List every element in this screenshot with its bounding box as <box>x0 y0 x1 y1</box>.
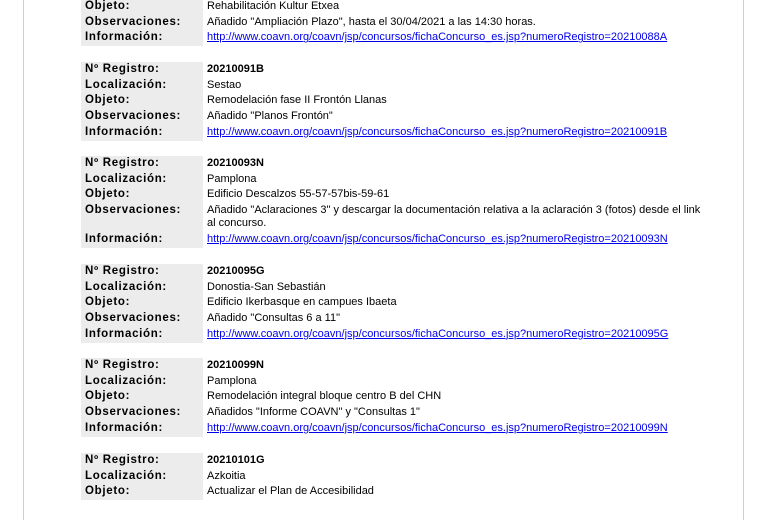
objeto-value: Edificio Ikerbasque en campues Ibaeta <box>207 296 397 309</box>
objeto-row <box>81 295 701 311</box>
observaciones-value: Añadido "Aclaraciones 3" y descargar la documentación relativa a la aclaración 3 (fotos) desde el link al concurso. <box>207 204 701 230</box>
observaciones-row <box>81 203 701 232</box>
objeto-label: Objeto: <box>81 187 203 203</box>
registro-value: 20210099N <box>207 359 264 371</box>
record-20210101G <box>81 453 701 500</box>
informacion-label: Información: <box>81 327 203 343</box>
observaciones-value: Añadido "Ampliación Plazo", hasta el 30/04/2021 a las 14:30 horas. <box>207 15 536 28</box>
localizacion-row <box>81 469 701 485</box>
observaciones-label: Observaciones: <box>81 203 203 232</box>
concurso-link[interactable]: http://www.coavn.org/coavn/jsp/concursos/fichaConcurso_es.jsp?numeroRegistro=20210093N <box>207 233 668 246</box>
record-20210088A <box>81 0 701 46</box>
observaciones-row <box>81 405 701 421</box>
informacion-row <box>81 125 701 141</box>
informacion-row <box>81 327 701 343</box>
registro-value: 20210101G <box>207 454 265 466</box>
informacion-label: Información: <box>81 125 203 141</box>
observaciones-value: Añadidos "Informe COAVN" y "Consultas 1" <box>207 406 420 419</box>
registro-label: Nº Registro: <box>81 358 203 374</box>
localizacion-row <box>81 78 701 94</box>
registro-value: 20210091B <box>207 63 264 75</box>
localizacion-label: Localización: <box>81 469 203 485</box>
observaciones-value: Añadido "Consultas 6 a 11" <box>207 312 340 325</box>
objeto-value: Remodelación fase II Frontón Llanas <box>207 94 387 107</box>
objeto-row <box>81 93 701 109</box>
objeto-label: Objeto: <box>81 295 203 311</box>
localizacion-value: Donostia-San Sebastián <box>207 280 326 293</box>
informacion-label: Información: <box>81 421 203 437</box>
objeto-row <box>81 0 701 15</box>
objeto-row <box>81 484 701 500</box>
registro-value: 20210095G <box>207 265 265 277</box>
informacion-label: Información: <box>81 30 203 46</box>
objeto-row <box>81 389 701 405</box>
informacion-row <box>81 421 701 437</box>
localizacion-label: Localización: <box>81 78 203 94</box>
concurso-link[interactable]: http://www.coavn.org/coavn/jsp/concursos/fichaConcurso_es.jsp?numeroRegistro=20210088A <box>207 31 668 44</box>
record-20210099N <box>81 358 701 437</box>
record-20210091B <box>81 62 701 141</box>
localizacion-value: Pamplona <box>207 172 257 185</box>
registro-label: Nº Registro: <box>81 264 203 280</box>
informacion-row <box>81 30 701 46</box>
informacion-label: Información: <box>81 232 203 248</box>
localizacion-label: Localización: <box>81 280 203 296</box>
localizacion-label: Localización: <box>81 374 203 390</box>
objeto-label: Objeto: <box>81 0 203 15</box>
localizacion-row <box>81 280 701 296</box>
observaciones-label: Observaciones: <box>81 311 203 327</box>
registro-label: Nº Registro: <box>81 156 203 172</box>
objeto-label: Objeto: <box>81 484 203 500</box>
localizacion-row <box>81 374 701 390</box>
objeto-row <box>81 187 701 203</box>
objeto-value: Rehabilitación Kultur Etxea <box>207 0 340 12</box>
registro-label: Nº Registro: <box>81 453 203 469</box>
localizacion-label: Localización: <box>81 172 203 188</box>
record-20210095G <box>81 264 701 343</box>
concurso-link[interactable]: http://www.coavn.org/coavn/jsp/concursos/fichaConcurso_es.jsp?numeroRegistro=20210091B <box>207 125 668 138</box>
localizacion-value: Azkoitia <box>207 469 246 482</box>
observaciones-row <box>81 311 701 327</box>
observaciones-value: Añadido "Planos Frontón" <box>207 110 333 123</box>
bulletin-page <box>23 0 744 520</box>
objeto-label: Objeto: <box>81 93 203 109</box>
registro-row <box>81 453 701 469</box>
observaciones-label: Observaciones: <box>81 15 203 31</box>
registro-row <box>81 156 701 172</box>
observaciones-label: Observaciones: <box>81 405 203 421</box>
objeto-value: Edificio Descalzos 55-57-57bis-59-61 <box>207 188 390 201</box>
observaciones-row <box>81 109 701 125</box>
objeto-label: Objeto: <box>81 389 203 405</box>
registro-label: Nº Registro: <box>81 62 203 78</box>
localizacion-value: Pamplona <box>207 374 257 387</box>
registro-value: 20210093N <box>207 157 264 169</box>
concurso-link[interactable]: http://www.coavn.org/coavn/jsp/concursos/fichaConcurso_es.jsp?numeroRegistro=20210099N <box>207 421 668 434</box>
objeto-value: Remodelación integral bloque centro B del CHN <box>207 390 442 403</box>
objeto-value: Actualizar el Plan de Accesibilidad <box>207 485 374 498</box>
registro-row <box>81 358 701 374</box>
observaciones-row <box>81 15 701 31</box>
registro-row <box>81 62 701 78</box>
localizacion-value: Sestao <box>207 78 242 91</box>
localizacion-row <box>81 172 701 188</box>
registro-row <box>81 264 701 280</box>
record-20210093N <box>81 156 701 248</box>
informacion-row <box>81 232 701 248</box>
concurso-link[interactable]: http://www.coavn.org/coavn/jsp/concursos/fichaConcurso_es.jsp?numeroRegistro=20210095G <box>207 327 669 340</box>
observaciones-label: Observaciones: <box>81 109 203 125</box>
